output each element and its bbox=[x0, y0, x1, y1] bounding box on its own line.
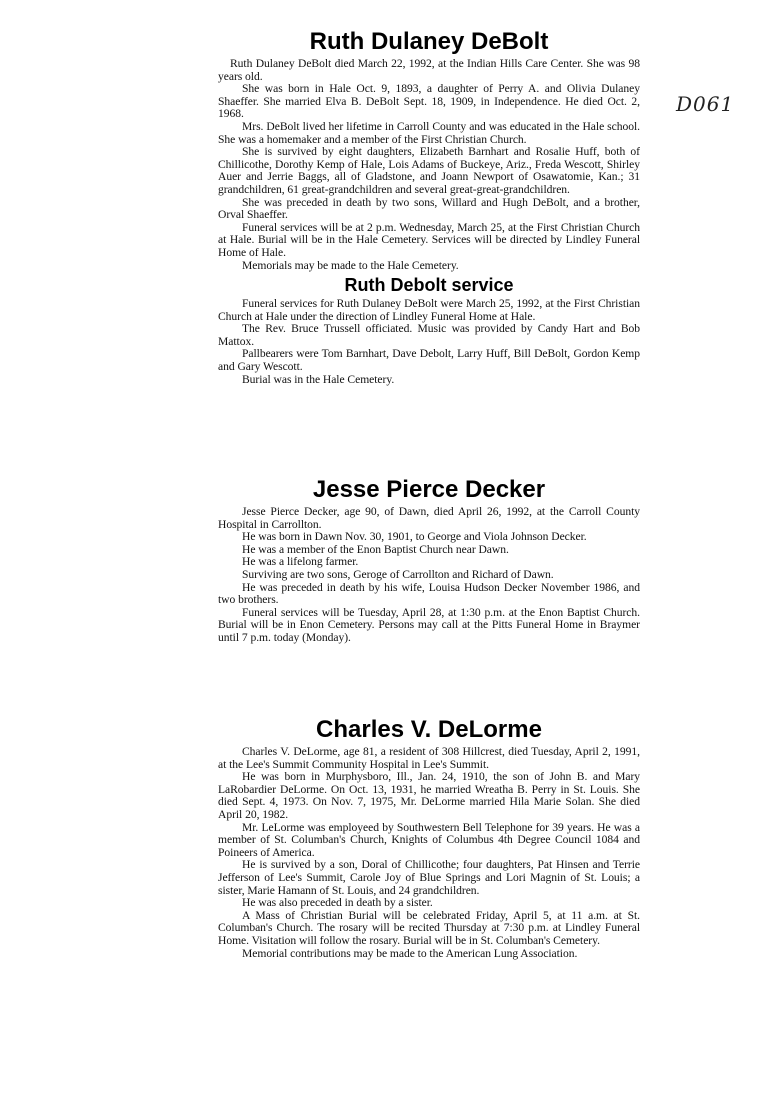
obituary-paragraph: He was a member of the Enon Baptist Church near Dawn. bbox=[242, 542, 509, 556]
obituary-paragraph: Pallbearers were Tom Barnhart, Dave Debolt, Larry Huff, Bill DeBolt, Gordon Kemp and Gary Wescott. bbox=[218, 347, 640, 374]
obituary-paragraph: The Rev. Bruce Trussell officiated. Music was provided by Candy Hart and Bob Mattox. bbox=[218, 322, 640, 348]
obituary-title: Jesse Pierce Decker bbox=[312, 476, 546, 503]
obituary-debolt bbox=[218, 28, 640, 386]
handwritten-annotation: D061 bbox=[676, 92, 735, 116]
obituary-paragraph: He is survived by a son, Doral of Chillicothe; four daughters, Pat Hinsen and Terrie Jefferson of Lee's Summit, Carole Joy of Blue Springs and Lori Magnin of St. Louis; a sister, Marie Hamann of St. Louis, and 24 grandchildren. bbox=[218, 858, 640, 897]
obituary-paragraph: Mr. LeLorme was employeed by Southwestern Bell Telephone for 39 years. He was a member of St. Columban's Church, Knights of Columbus 4th Degree Council 1084 and Poineers of America. bbox=[218, 820, 640, 859]
obituary-paragraph: Charles V. DeLorme, age 81, a resident of 308 Hillcrest, died Tuesday, April 2, 1991, at the Lee's Summit Community Hospital in Lee's Summit. bbox=[218, 745, 640, 771]
obituary-paragraph: He was a lifelong farmer. bbox=[242, 555, 359, 569]
obituary-paragraph: Funeral services will be at 2 p.m. Wednesday, March 25, at the First Christian Church at Hale. Burial will be in the Hale Cemetery. Services will be directed by Lindley Funeral Home of Hale. bbox=[218, 220, 640, 259]
obituary-paragraph: He was born in Murphysboro, Ill., Jan. 24, 1910, the son of John B. and Mary LaRobardier DeLorme. On Oct. 13, 1931, he married Wreatha B. Perry in St. Louis. She died Sept. 4, 1973. On Nov. 7, 1975, Mr. DeLorme married Hila Marie Solan. She died April 20, 1982. bbox=[218, 770, 640, 821]
obituary-decker bbox=[218, 476, 640, 645]
obituary-paragraph: Ruth Dulaney DeBolt died March 22, 1992, at the Indian Hills Care Center. She was 98 years old. bbox=[218, 57, 640, 83]
obituary-paragraph: Funeral services for Ruth Dulaney DeBolt were March 25, 1992, at the First Christian Church at Hale under the direction of Lindley Funeral Home at Hale. bbox=[218, 297, 640, 323]
obituary-paragraph: She is survived by eight daughters, Elizabeth Barnhart and Rosalie Huff, both of Chillicothe, Dorothy Kemp of Hale, Lois Adams of Buckeye, Ariz., Freda Wescott, Shirley Auer and Jerrie Baggs, all of Gladstone, and Joann Newport of Osawatomie, Kan.; 31 grandchildren, 61 great-grandchildren and several great-great-grandchildren. bbox=[218, 145, 640, 196]
obituary-paragraph: She was preceded in death by two sons, Willard and Hugh DeBolt, and a brother, Orval Shaeffer. bbox=[218, 195, 640, 222]
obituary-paragraph: Memorials may be made to the Hale Cemetery. bbox=[242, 258, 459, 272]
obituary-paragraph: A Mass of Christian Burial will be celebrated Friday, April 5, at 11 a.m. at St. Columban's Church. The rosary will be recited Thursday at 7:30 p.m. at Lindley Funeral Home. Visitation will follow the rosary. Burial will be in St. Columban's Cemetery. bbox=[218, 908, 640, 947]
obituary-paragraph: Burial was in the Hale Cemetery. bbox=[242, 372, 395, 386]
obituary-paragraph: Mrs. DeBolt lived her lifetime in Carroll County and was educated in the Hale school. She was a homemaker and a member of the First Christian Church. bbox=[218, 119, 640, 146]
obituary-title: Ruth Dulaney DeBolt bbox=[309, 28, 549, 55]
obituary-subheading: Ruth Debolt service bbox=[344, 275, 514, 296]
obituary-paragraph: She was born in Hale Oct. 9, 1893, a daughter of Perry A. and Olivia Dulaney Shaeffer. She married Elva B. DeBolt Sept. 18, 1909, in Independence. He died Oct. 2, 1968. bbox=[218, 82, 640, 121]
obituary-paragraph: Memorial contributions may be made to the American Lung Association. bbox=[242, 946, 578, 960]
obituary-paragraph: He was also preceded in death by a sister. bbox=[242, 896, 433, 910]
obituary-delorme bbox=[218, 716, 640, 960]
obituary-paragraph: He was preceded in death by his wife, Louisa Hudson Decker November 1986, and two brothers. bbox=[218, 580, 640, 607]
obituary-paragraph: Jesse Pierce Decker, age 90, of Dawn, died April 26, 1992, at the Carroll County Hospital in Carrollton. bbox=[218, 505, 640, 531]
obituary-title: Charles V. DeLorme bbox=[316, 716, 542, 743]
obituary-paragraph: Funeral services will be Tuesday, April 28, at 1:30 p.m. at the Enon Baptist Church. Burial will be in Enon Cemetery. Persons may call at the Pitts Funeral Home in Braymer until 7 p.m. today (Monday). bbox=[218, 605, 640, 644]
obituary-paragraph: He was born in Dawn Nov. 30, 1901, to George and Viola Johnson Decker. bbox=[242, 530, 587, 544]
obituary-paragraph: Surviving are two sons, Geroge of Carrollton and Richard of Dawn. bbox=[242, 567, 554, 581]
